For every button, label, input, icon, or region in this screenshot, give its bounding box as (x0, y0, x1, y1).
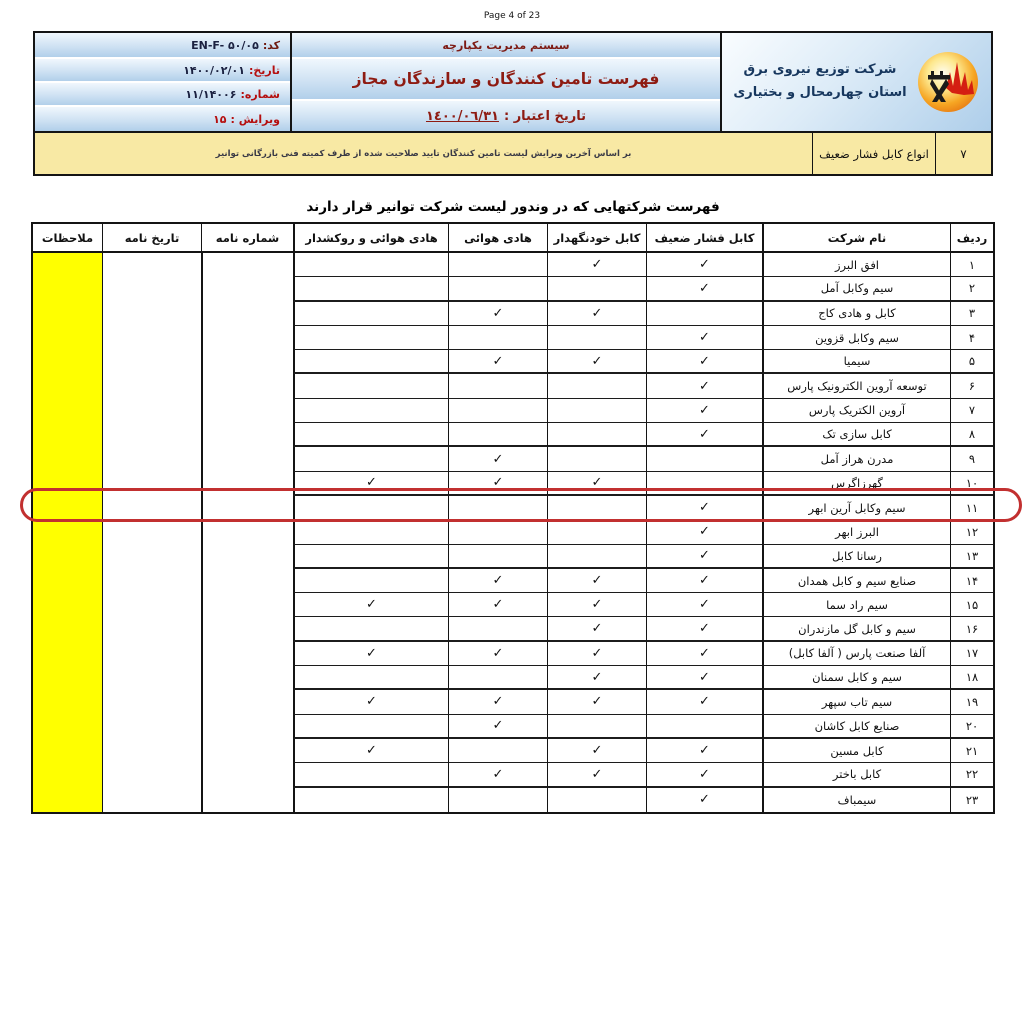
overhead-conductor-check-cell: ✓ (448, 715, 547, 739)
date-value: ۱۴۰۰/۰۲/۰۱ (183, 63, 245, 77)
covered-conductor-check-cell (293, 350, 448, 374)
lv-cable-check-cell: ✓ (646, 739, 762, 763)
row-number-cell: ۲۱ (950, 739, 993, 763)
covered-conductor-check-cell: ✓ (293, 690, 448, 714)
company-name-cell: صنایع سیم و کابل همدان (762, 569, 950, 593)
self-supporting-check-cell: ✓ (547, 739, 646, 763)
covered-conductor-check-cell (293, 763, 448, 787)
category-name: انواع کابل فشار ضعیف (812, 133, 935, 174)
covered-conductor-check-cell (293, 253, 448, 277)
row-number-cell: ۱۸ (950, 666, 993, 690)
overhead-conductor-check-cell (448, 374, 547, 398)
lv-cable-check-cell: ✓ (646, 690, 762, 714)
covered-conductor-check-cell: ✓ (293, 642, 448, 666)
row-number-cell: ۵ (950, 350, 993, 374)
overhead-conductor-check-cell: ✓ (448, 642, 547, 666)
row-number-cell: ۲۰ (950, 715, 993, 739)
col-header-letter-date: تاریخ نامه (102, 224, 201, 253)
row-number-cell: ۳ (950, 302, 993, 326)
self-supporting-check-cell: ✓ (547, 763, 646, 787)
organization-name-line1: شرکت توزیع نیروی برق (743, 62, 897, 78)
table-title: فهرست شرکتهایی که در وندور لیست شرکت توانیر قرار دارند (306, 199, 720, 215)
company-name-cell: سیمیا (762, 350, 950, 374)
organization-name (733, 59, 906, 105)
row-highlight-annotation (20, 488, 1022, 522)
row-number-cell: ۱۹ (950, 690, 993, 714)
code-label: کد: (262, 38, 280, 52)
col-header-overhead-conductor: هادی هوائی (448, 224, 547, 253)
lv-cable-check-cell: ✓ (646, 788, 762, 812)
revision-row (35, 107, 290, 131)
overhead-conductor-check-cell (448, 617, 547, 641)
self-supporting-check-cell: ✓ (547, 666, 646, 690)
col-header-self-supporting-cable: کابل خودنگهدار (547, 224, 646, 253)
overhead-conductor-check-cell (448, 253, 547, 277)
company-name-cell: کابل مسین (762, 739, 950, 763)
covered-conductor-check-cell (293, 374, 448, 398)
company-name-cell: سیم وکابل آرین ابهر (762, 496, 950, 520)
row-number-cell: ۶ (950, 374, 993, 398)
validity-date: ١٤٠٠/٠٦/٣١ (425, 108, 499, 124)
company-name-cell: گهرزاگرس (762, 472, 950, 496)
self-supporting-check-cell: ✓ (547, 690, 646, 714)
lv-cable-check-cell: ✓ (646, 642, 762, 666)
row-number-cell: ۱۳ (950, 545, 993, 569)
overhead-conductor-check-cell (448, 399, 547, 423)
row-number-cell: ۲ (950, 277, 993, 301)
covered-conductor-check-cell (293, 423, 448, 447)
covered-conductor-check-cell (293, 520, 448, 544)
number-label: شماره: (240, 87, 280, 101)
row-number-cell: ۱۷ (950, 642, 993, 666)
document-title-cell (290, 33, 720, 131)
row-number-cell: ۱۶ (950, 617, 993, 641)
covered-conductor-check-cell (293, 277, 448, 301)
letter-number-column-empty (201, 253, 293, 812)
lv-cable-check-cell: ✓ (646, 617, 762, 641)
category-row-number: ۷ (935, 133, 991, 174)
lv-cable-check-cell (646, 715, 762, 739)
self-supporting-check-cell: ✓ (547, 472, 646, 496)
number-row (35, 83, 290, 107)
lv-cable-check-cell (646, 447, 762, 471)
category-banner (33, 133, 993, 176)
self-supporting-check-cell: ✓ (547, 253, 646, 277)
revision-value: ۱۵ (213, 112, 227, 126)
lv-cable-check-cell: ✓ (646, 277, 762, 301)
system-title: سیستم مدیریت یکپارچه (292, 33, 720, 59)
overhead-conductor-check-cell: ✓ (448, 350, 547, 374)
company-name-cell: سیم و کابل سمنان (762, 666, 950, 690)
self-supporting-check-cell (547, 326, 646, 350)
self-supporting-check-cell: ✓ (547, 302, 646, 326)
company-name-cell: افق البرز (762, 253, 950, 277)
overhead-conductor-check-cell (448, 666, 547, 690)
company-name-cell: سیم و کابل گل مازندران (762, 617, 950, 641)
overhead-conductor-check-cell: ✓ (448, 593, 547, 617)
company-name-cell: کابل و هادی کاج (762, 302, 950, 326)
self-supporting-check-cell: ✓ (547, 617, 646, 641)
lv-cable-check-cell: ✓ (646, 520, 762, 544)
overhead-conductor-check-cell: ✓ (448, 472, 547, 496)
company-name-cell: سیمباف (762, 788, 950, 812)
col-header-row-number: ردیف (950, 224, 993, 253)
overhead-conductor-check-cell (448, 739, 547, 763)
row-number-cell: ۱ (950, 253, 993, 277)
row-number-cell: ۹ (950, 447, 993, 471)
overhead-conductor-check-cell (448, 277, 547, 301)
organization-name-line2: استان چهارمحال و بختیاری (733, 85, 907, 100)
company-name-cell: سیم تاب سپهر (762, 690, 950, 714)
covered-conductor-check-cell: ✓ (293, 593, 448, 617)
covered-conductor-check-cell (293, 302, 448, 326)
self-supporting-check-cell: ✓ (547, 569, 646, 593)
covered-conductor-check-cell (293, 447, 448, 471)
overhead-conductor-check-cell (448, 326, 547, 350)
validity-label: تاریخ اعتبار : (503, 108, 587, 124)
row-number-cell: ۴ (950, 326, 993, 350)
company-name-cell: سیم وکابل آمل (762, 277, 950, 301)
self-supporting-check-cell: ✓ (547, 593, 646, 617)
covered-conductor-check-cell: ✓ (293, 739, 448, 763)
self-supporting-check-cell (547, 520, 646, 544)
lv-cable-check-cell (646, 302, 762, 326)
company-name-cell: رسانا کابل (762, 545, 950, 569)
company-name-cell: مدرن هراز آمل (762, 447, 950, 471)
validity-row (292, 101, 720, 131)
covered-conductor-check-cell (293, 399, 448, 423)
number-value: ۱۱/۱۴۰۰۶ (185, 87, 237, 101)
self-supporting-check-cell (547, 788, 646, 812)
lv-cable-check-cell: ✓ (646, 496, 762, 520)
row-number-cell: ۸ (950, 423, 993, 447)
company-name-cell: کابل باختر (762, 763, 950, 787)
overhead-conductor-check-cell (448, 520, 547, 544)
covered-conductor-check-cell (293, 545, 448, 569)
code-row (35, 33, 290, 59)
self-supporting-check-cell (547, 545, 646, 569)
lv-cable-check-cell: ✓ (646, 423, 762, 447)
lv-cable-check-cell: ✓ (646, 763, 762, 787)
organization-cell (720, 33, 991, 131)
overhead-conductor-check-cell: ✓ (448, 763, 547, 787)
revision-label: ویرایش : (230, 112, 280, 126)
row-number-cell: ۱۵ (950, 593, 993, 617)
covered-conductor-check-cell (293, 326, 448, 350)
self-supporting-check-cell (547, 447, 646, 471)
date-row (35, 59, 290, 83)
covered-conductor-check-cell (293, 788, 448, 812)
lv-cable-check-cell: ✓ (646, 253, 762, 277)
col-header-letter-number: شماره نامه (201, 224, 293, 253)
self-supporting-check-cell: ✓ (547, 642, 646, 666)
lv-cable-check-cell: ✓ (646, 374, 762, 398)
row-number-cell: ۲۲ (950, 763, 993, 787)
company-name-cell: کابل سازی تک (762, 423, 950, 447)
banner-note: بر اساس آخرین ویرایش لیست تامین کنندگان تایید صلاحیت شده از طرف کمیته فنی بازرگانی توانیر (215, 148, 632, 159)
col-header-remarks: ملاحظات (33, 224, 102, 253)
lv-cable-check-cell: ✓ (646, 666, 762, 690)
document-header (33, 31, 993, 133)
company-name-cell: صنایع کابل کاشان (762, 715, 950, 739)
overhead-conductor-check-cell: ✓ (448, 690, 547, 714)
row-number-cell: ۱۴ (950, 569, 993, 593)
company-name-cell: آلفا صنعت پارس ( آلفا کابل) (762, 642, 950, 666)
self-supporting-check-cell: ✓ (547, 350, 646, 374)
self-supporting-check-cell (547, 374, 646, 398)
power-company-logo-icon (916, 50, 980, 114)
row-number-cell: ۷ (950, 399, 993, 423)
row-number-cell: ۱۰ (950, 472, 993, 496)
overhead-conductor-check-cell: ✓ (448, 569, 547, 593)
row-number-cell: ۲۳ (950, 788, 993, 812)
col-header-lv-cable: کابل فشار ضعیف (646, 224, 762, 253)
covered-conductor-check-cell (293, 715, 448, 739)
company-name-cell: سیم وکابل قزوین (762, 326, 950, 350)
covered-conductor-check-cell (293, 569, 448, 593)
overhead-conductor-check-cell (448, 788, 547, 812)
covered-conductor-check-cell (293, 617, 448, 641)
covered-conductor-check-cell: ✓ (293, 472, 448, 496)
self-supporting-check-cell (547, 277, 646, 301)
code-value: EN-F- ۵۰/۰۵ (191, 38, 259, 52)
col-header-covered-conductor: هادی هوائی و روکشدار (293, 224, 448, 253)
lv-cable-check-cell: ✓ (646, 545, 762, 569)
page-number-label: Page 4 of 23 (483, 11, 541, 21)
lv-cable-check-cell: ✓ (646, 569, 762, 593)
lv-cable-check-cell: ✓ (646, 326, 762, 350)
document-meta-cell (35, 33, 290, 131)
overhead-conductor-check-cell: ✓ (448, 302, 547, 326)
remarks-column-highlight (33, 253, 102, 812)
overhead-conductor-check-cell (448, 545, 547, 569)
lv-cable-check-cell: ✓ (646, 350, 762, 374)
self-supporting-check-cell (547, 399, 646, 423)
lv-cable-check-cell: ✓ (646, 399, 762, 423)
col-header-company-name: نام شرکت (762, 224, 950, 253)
document-title: فهرست تامین کنندگان و سازندگان مجاز (292, 59, 720, 101)
date-label: تاریخ: (248, 63, 280, 77)
self-supporting-check-cell (547, 423, 646, 447)
row-number-cell: ۱۲ (950, 520, 993, 544)
letter-date-column-empty (102, 253, 201, 812)
row-number-cell: ۱۱ (950, 496, 993, 520)
company-name-cell: البرز ابهر (762, 520, 950, 544)
lv-cable-check-cell: ✓ (646, 593, 762, 617)
self-supporting-check-cell (547, 715, 646, 739)
overhead-conductor-check-cell (448, 423, 547, 447)
covered-conductor-check-cell (293, 666, 448, 690)
company-name-cell: سیم راد سما (762, 593, 950, 617)
overhead-conductor-check-cell: ✓ (448, 447, 547, 471)
company-name-cell: توسعه آروین الکترونیک پارس (762, 374, 950, 398)
company-name-cell: آروین الکتریک پارس (762, 399, 950, 423)
